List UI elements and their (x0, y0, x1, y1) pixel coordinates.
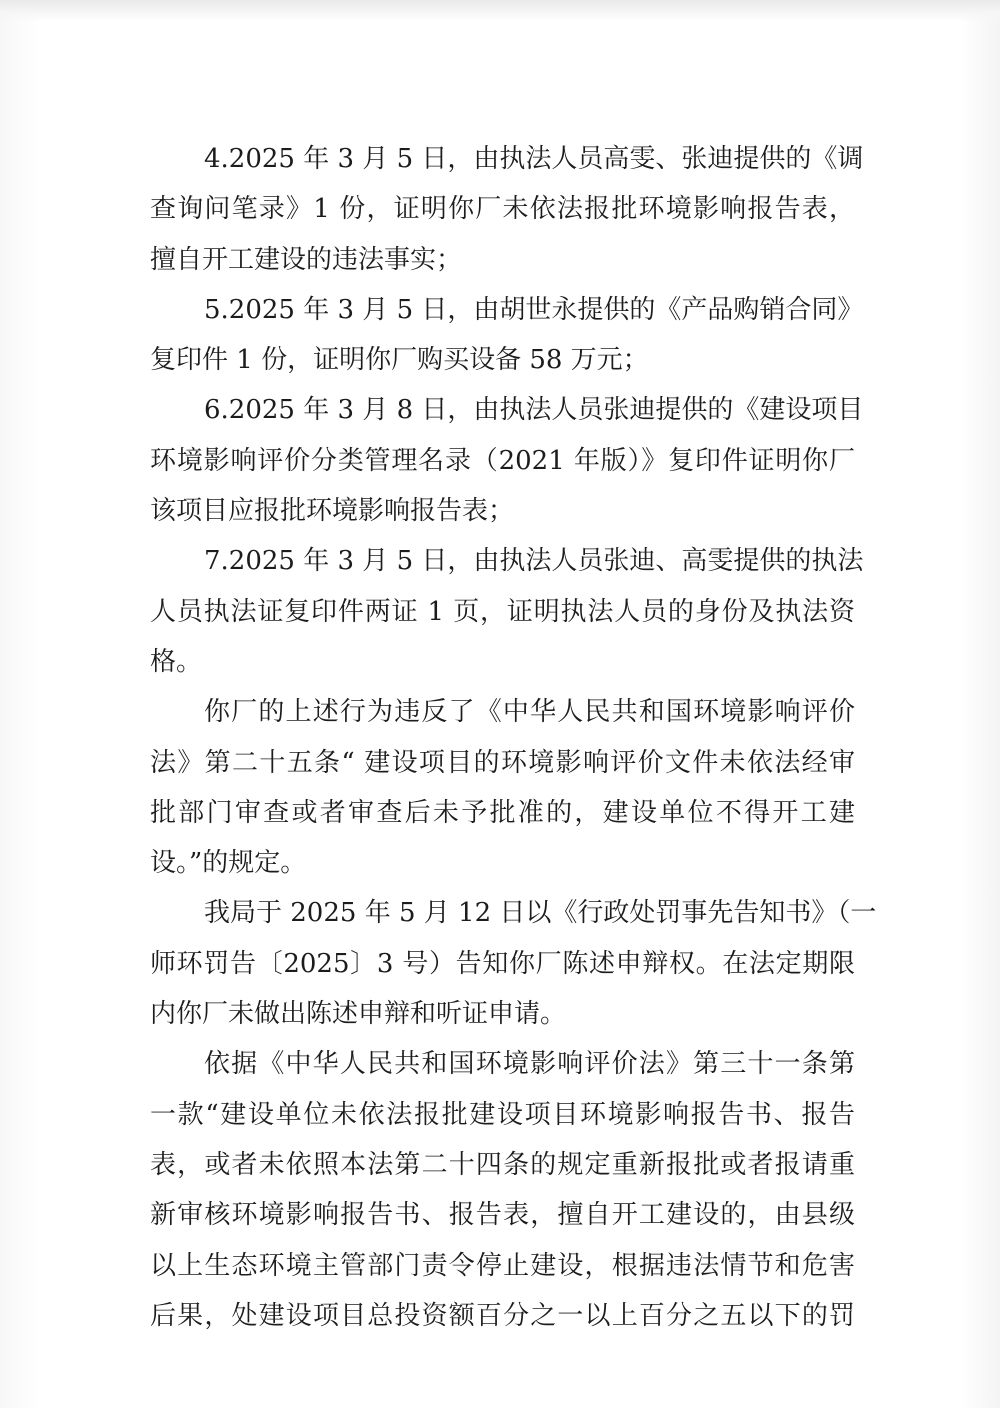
text-line: 格。 (150, 646, 203, 677)
text-line: 一款“建设单位未依法报批建设项目环境影响报告书、报告 (150, 1099, 855, 1130)
text-line: 后果，处建设项目总投资额百分之一以上百分之五以下的罚 (150, 1300, 855, 1331)
text-line: 环境影响评价分类管理名录（2021 年版）》复印件证明你厂 (150, 445, 855, 476)
text-line: 批部门审查或者审查后未予批准的，建设单位不得开工建 (150, 797, 855, 828)
text-line: 法》第二十五条“ 建设项目的环境影响评价文件未依法经审 (150, 747, 855, 778)
text-line: 设。”的规定。 (150, 848, 307, 879)
text-line: 擅自开工建设的违法事实； (150, 244, 463, 275)
text-line: 6.2025 年 3 月 8 日，由执法人员张迪提供的《建设项目 (204, 395, 864, 426)
text-line: 查询问笔录》1 份，证明你厂未依法报批环境影响报告表， (150, 194, 855, 225)
text-line: 以上生态环境主管部门责令停止建设，根据违法情节和危害 (150, 1250, 855, 1281)
text-line: 表，或者未依照本法第二十四条的规定重新报批或者报请重 (150, 1149, 855, 1180)
text-line: 4.2025 年 3 月 5 日，由执法人员高雯、张迪提供的《调 (204, 144, 864, 174)
text-line: 你厂的上述行为违反了《中华人民共和国环境影响评价 (204, 697, 855, 728)
text-line: 7.2025 年 3 月 5 日，由执法人员张迪、高雯提供的执法 (204, 546, 864, 577)
scan-edge (0, 0, 1000, 22)
text-line: 5.2025 年 3 月 5 日，由胡世永提供的《产品购销合同》 (204, 294, 864, 325)
document-body (150, 134, 877, 1341)
text-line: 新审核环境影响报告书、报告表，擅自开工建设的，由县级 (150, 1200, 855, 1231)
text-line: 我局于 2025 年 5 月 12 日以《行政处罚事先告知书》（一 (204, 898, 877, 929)
text-line: 该项目应报批环境影响报告表； (150, 496, 515, 527)
text-line: 人员执法证复印件两证 1 页，证明执法人员的身份及执法资 (150, 596, 855, 627)
text-line: 师环罚告〔2025〕3 号）告知你厂陈述申辩权。在法定期限 (150, 948, 855, 979)
text-line: 依据《中华人民共和国环境影响评价法》第三十一条第 (204, 1049, 855, 1080)
text-line: 内你厂未做出陈述申辩和听证申请。 (150, 999, 567, 1030)
text-line: 复印件 1 份，证明你厂购买设备 58 万元； (150, 345, 649, 376)
